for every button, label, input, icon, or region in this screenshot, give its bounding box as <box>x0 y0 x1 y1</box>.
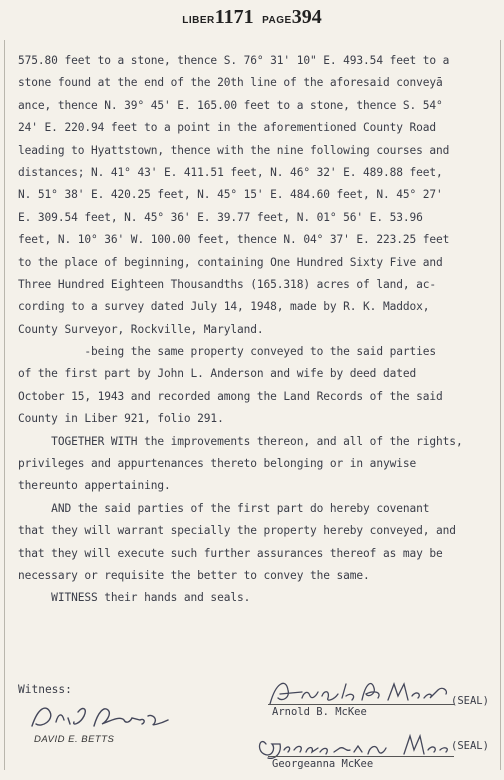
page-label: PAGE <box>262 15 292 26</box>
body-line: N. 51° 38' E. 420.25 feet, N. 45° 15' E. 484.60 feet, N. 45° 27' <box>18 188 443 202</box>
seal-label: (SEAL) <box>451 695 489 707</box>
body-line: TOGETHER WITH the improvements thereon, and all of the rights, <box>18 434 463 448</box>
witness-signature <box>28 698 178 738</box>
body-line: WITNESS their hands and seals. <box>18 591 251 605</box>
signature-line <box>268 756 454 757</box>
witness-label: Witness: <box>18 683 72 696</box>
body-line: cording to a survey dated July 14, 1948, made by R. K. Maddox, <box>18 300 430 314</box>
body-line: October 15, 1943 and recorded among the Land Records of the said <box>18 389 443 403</box>
body-line: that they will execute such further assurances thereof as may be <box>18 546 443 560</box>
body-line: -being the same property conveyed to the said parties <box>18 345 437 359</box>
body-line: AND the said parties of the first part do hereby covenant <box>18 501 430 515</box>
body-line: necessary or requisite the better to convey the same. <box>18 568 370 582</box>
body-line: E. 309.54 feet, N. 45° 36' E. 39.77 feet, N. 01° 56' E. 53.96 <box>18 210 423 224</box>
right-margin-rule <box>500 40 501 770</box>
body-line: that they will warrant specially the property hereby conveyed, and <box>18 524 456 538</box>
body-line: leading to Hyattstown, thence with the nine following courses and <box>18 143 450 157</box>
signature-line <box>268 704 454 705</box>
signatory-printed-name: Georgeanna McKee <box>272 758 374 770</box>
body-line: stone found at the end of the 20th line of the aforesaid conveyā <box>18 76 443 90</box>
page-number: 394 <box>291 6 322 28</box>
body-line: to the place of beginning, containing One Hundred Sixty Five and <box>18 255 443 269</box>
body-line: privileges and appurtenances thereto belonging or in anywise <box>18 457 417 471</box>
body-line: ance, thence N. 39° 45' E. 165.00 feet to a stone, thence S. 54° <box>18 98 443 112</box>
left-margin-rule <box>4 40 5 770</box>
deed-body-text <box>18 50 496 610</box>
signatory-printed-name: Arnold B. McKee <box>272 706 367 718</box>
witness-printed-name: DAVID E. BETTS <box>34 734 115 745</box>
body-line: County in Liber 921, folio 291. <box>18 412 224 426</box>
seal-label: (SEAL) <box>451 740 489 752</box>
body-line: Three Hundred Eighteen Thousandths (165.318) acres of land, ac- <box>18 277 437 291</box>
liber-page-header <box>0 6 504 29</box>
liber-number: 1171 <box>214 6 254 28</box>
liber-label: LIBER <box>182 15 215 26</box>
body-line: of the first part by John L. Anderson and wife by deed dated <box>18 367 417 381</box>
body-line: 575.80 feet to a stone, thence S. 76° 31' 10" E. 493.54 feet to a <box>18 54 450 67</box>
body-line: County Surveyor, Rockville, Maryland. <box>18 322 264 336</box>
body-line: 24' E. 220.94 feet to a point in the aforementioned County Road <box>18 121 437 135</box>
body-line: distances; N. 41° 43' E. 411.51 feet, N. 46° 32' E. 489.88 feet, <box>18 165 443 179</box>
body-line: feet, N. 10° 36' W. 100.00 feet, thence N. 04° 37' E. 223.25 feet <box>18 233 450 247</box>
body-line: thereunto appertaining. <box>18 479 171 493</box>
